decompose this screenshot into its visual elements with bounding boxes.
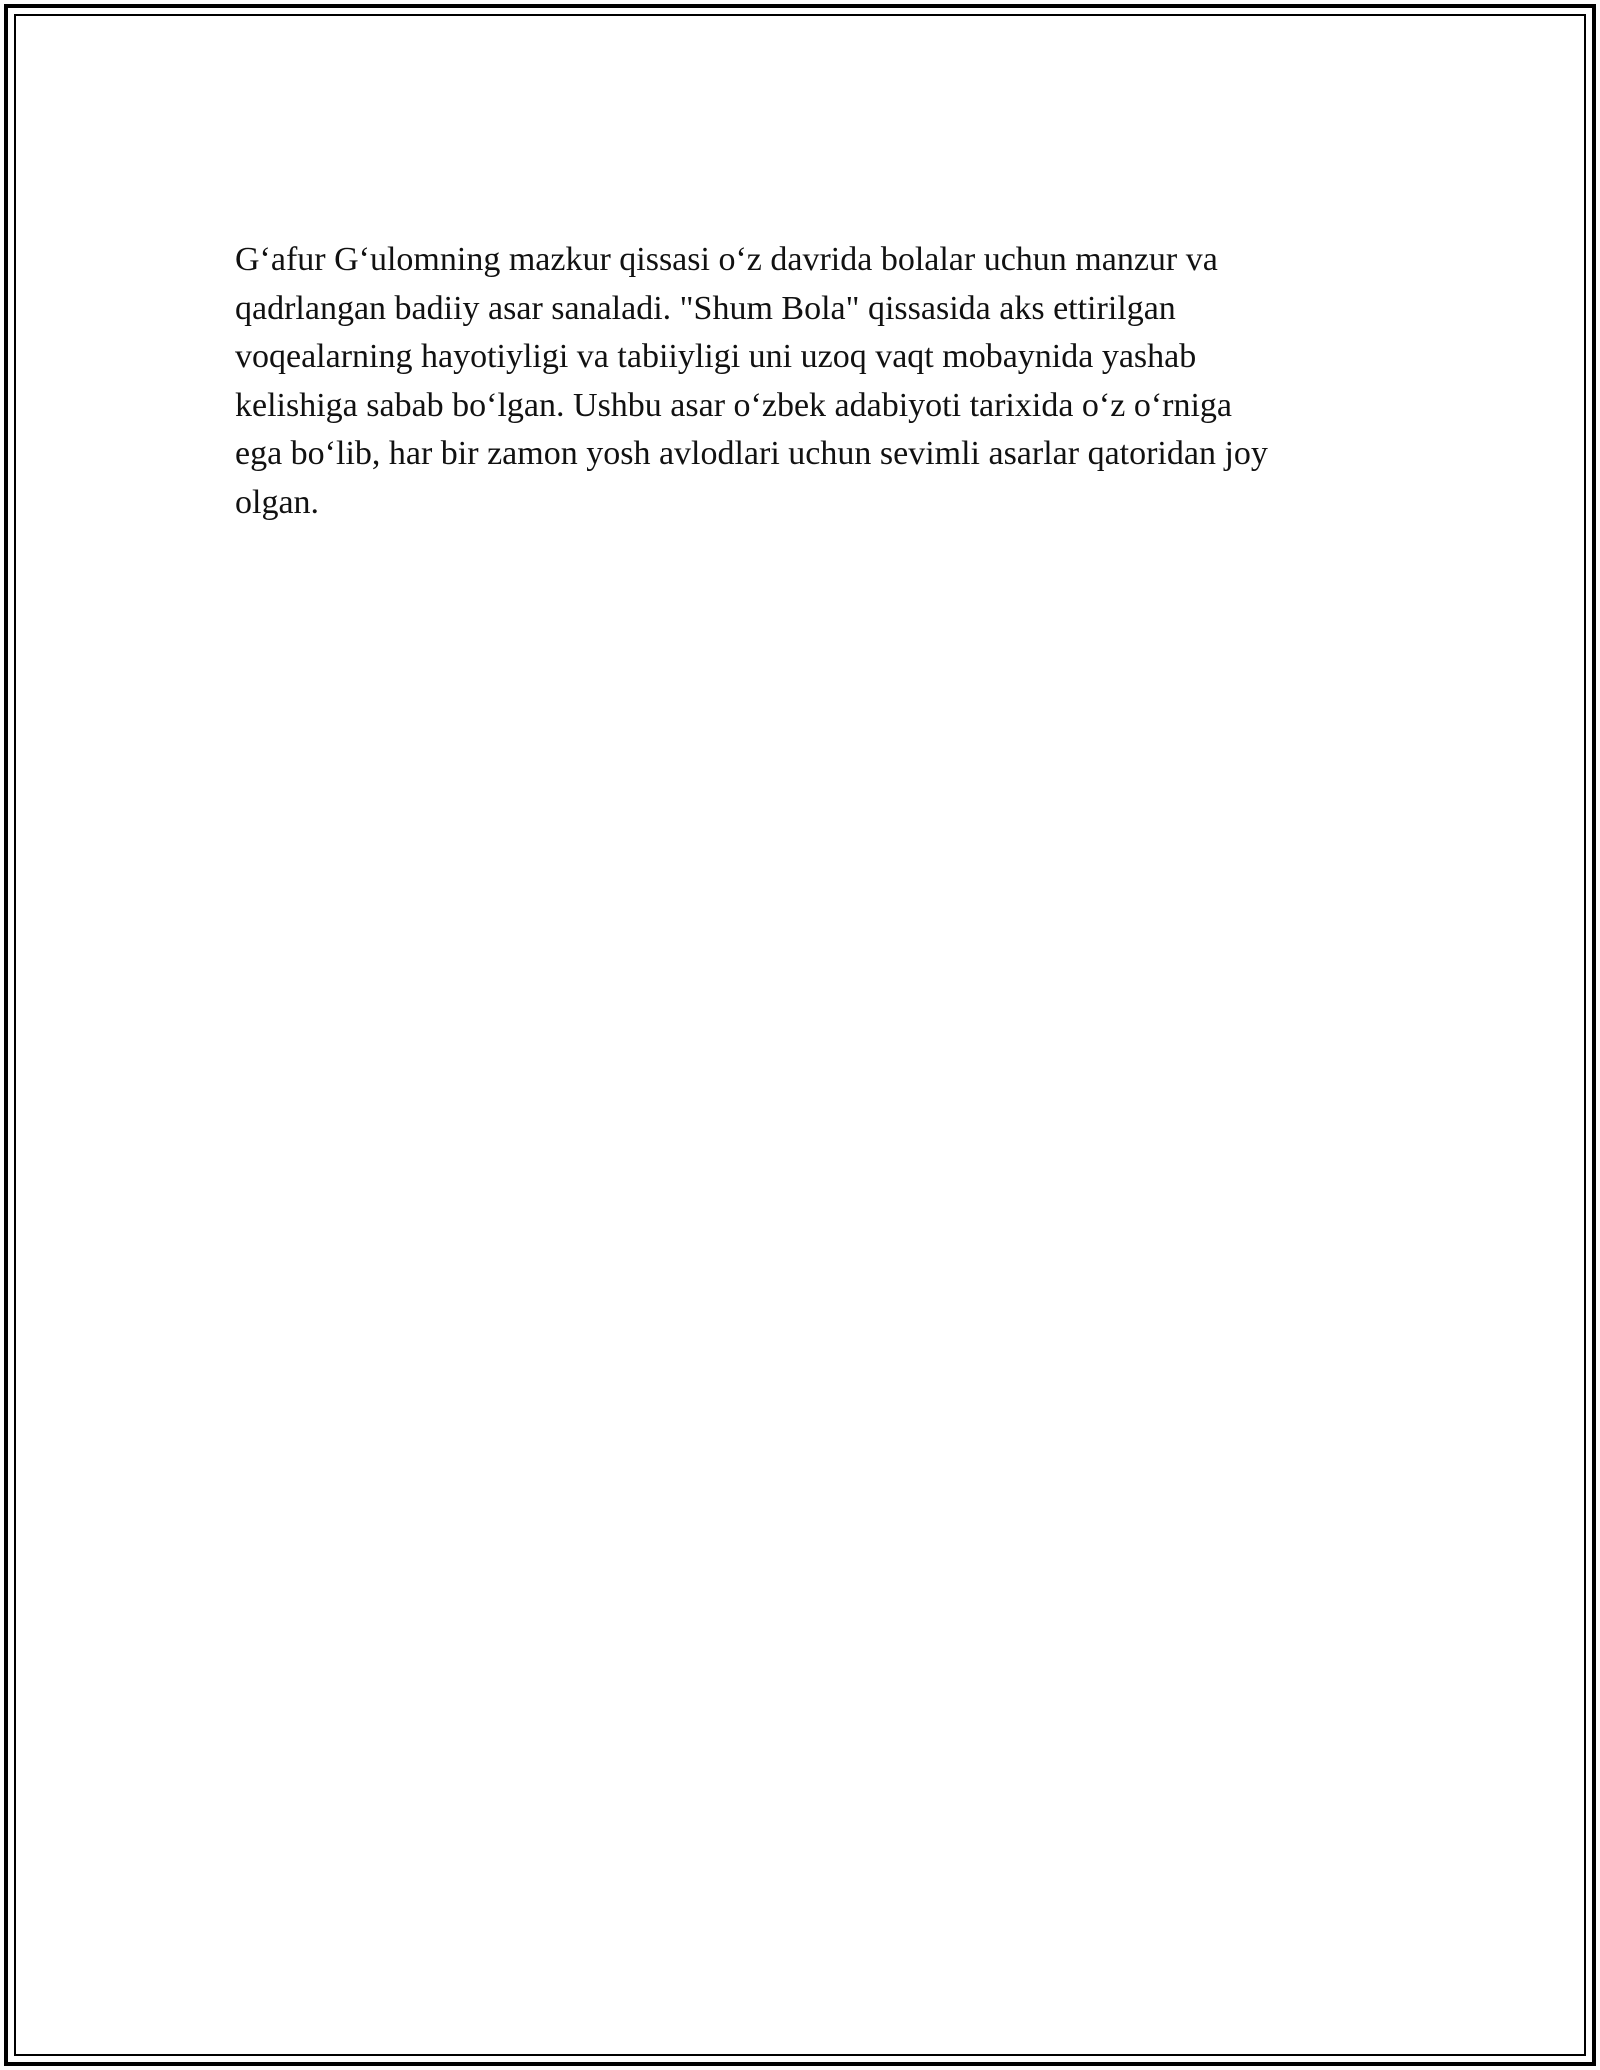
paragraph-line: G‘afur G‘ulomning mazkur qissasi o‘z davrida bolalar uchun manzur va (235, 241, 1218, 278)
paragraph-line: kelishiga sabab bo‘lgan. Ushbu asar o‘zbek adabiyoti tarixida o‘z o‘rniga (235, 386, 1233, 424)
paragraph-line: olgan. (235, 483, 320, 521)
paragraph-line: voqealarning hayotiyligi va tabiiyligi uni uzoq vaqt mobaynida yashab (235, 338, 1197, 375)
body-paragraph (235, 236, 1365, 527)
page-content (235, 236, 1365, 527)
paragraph-line: qadrlangan badiiy asar sanaladi. "Shum Bola" qissasida aks ettirilgan (235, 289, 1176, 327)
paragraph-line: ega bo‘lib, har bir zamon yosh avlodlari uchun sevimli asarlar qatoridan joy (235, 435, 1268, 472)
